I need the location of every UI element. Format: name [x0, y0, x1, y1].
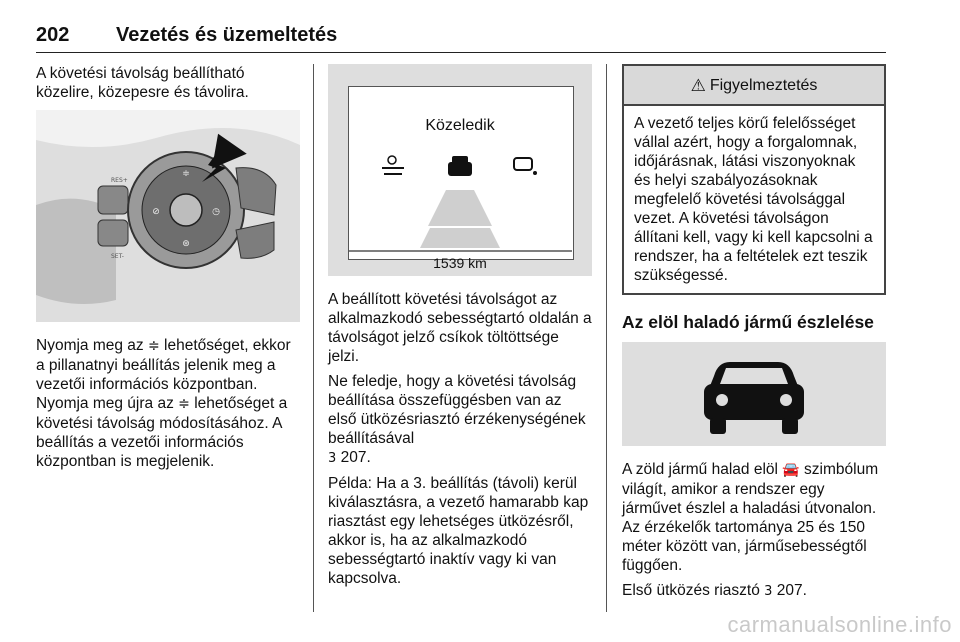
reference-arrow-icon: 3 [764, 584, 773, 599]
vehicle-ahead-symbol-figure [622, 342, 886, 446]
paragraph-1: A beállított követési távolságot az alkalmazkodó sebességtartó oldalán a távolságot jelző csíkok töltöttsége jelzi. [328, 291, 592, 365]
svg-text:RES+: RES+ [111, 177, 128, 184]
warning-triangle-icon: ⚠ [690, 75, 706, 95]
collision-reference: Első ütközés riasztó 3 207. [622, 582, 807, 599]
paragraph-2: Ne feledje, hogy a követési távolság beállítása összefüggésben van az első ütközésriasztó érzékenységének beállításával 3 207. [328, 373, 586, 466]
column-divider-2 [606, 64, 607, 612]
section-title: Az elöl haladó jármű észlelése [622, 312, 874, 332]
column-3 [622, 64, 886, 607]
display-distance: 1539 km [433, 255, 487, 271]
paragraph-3: Példa: Ha a 3. beállítás (távoli) kerül kiválasztásra, a vezető hamarabb kap riasztást egy lehetséges ütközésről, akkor is, ha az alkalmazkodó sebességtartó inaktív vagy ki van kapcsolva. [328, 475, 589, 587]
page-header [36, 22, 886, 53]
svg-text:SET-: SET- [111, 253, 124, 260]
warning-header [624, 66, 884, 106]
column-divider-1 [313, 64, 314, 612]
vehicle-ahead-icon [448, 156, 472, 176]
warning-box [622, 64, 886, 295]
distance-icon: ≑ [178, 396, 190, 412]
instruction-text: Nyomja meg az ≑ lehetőséget, ekkor a pillanatnyi beállítás jelenik meg a vezetői információs központban. Nyomja meg újra az ≑ lehetőséget a követési távolság módosításához. A beállítás a vezetői információs központban is megjelenik. [36, 337, 291, 470]
svg-text:⊘: ⊘ [152, 207, 160, 217]
svg-text:≑: ≑ [182, 169, 190, 179]
driver-info-display-figure [328, 64, 592, 276]
distance-icon: ≑ [148, 338, 160, 354]
display-graphic [348, 86, 572, 258]
reference-arrow-icon: 3 [328, 451, 337, 466]
watermark: carmanualsonline.info [727, 612, 952, 637]
intro-text: A követési távolság beállítható közelire, közepesre és távolira. [36, 65, 249, 101]
warning-text: A vezető teljes körű felelősséget vállal azért, hogy a forgalomnak, időjárásnak, látási viszonyoknak és helyi szabályozásoknak megfelelő követési távolsággal vezet. A követési távolságon állítani kell, vagy ki kell kapcsolni a rendszer, ha a feltételek ezt teszik szükségessé. [634, 115, 873, 284]
pedestrian-detection-icon [382, 156, 404, 174]
chapter-title: Vezetés és üzemeltetés [116, 24, 338, 46]
detection-paragraph: A zöld jármű halad elöl 🚘 szimbólum világít, amikor a rendszer egy járművet észlel a haladási útvonalon. Az érzékelők tartománya 25 és 150 méter között van, járműsebességtől függően. [622, 461, 879, 574]
svg-text:⊛: ⊛ [182, 239, 190, 249]
display-title: Közeledik [425, 117, 495, 134]
svg-text:◷: ◷ [212, 207, 220, 217]
page-number: 202 [36, 24, 70, 46]
car-icon: 🚘 [782, 462, 800, 478]
collision-warning-icon [514, 158, 537, 175]
column-1 [36, 64, 300, 477]
warning-title: Figyelmeztetés [709, 76, 818, 94]
column-2 [328, 64, 592, 594]
steering-wheel-controls-figure [36, 110, 300, 322]
